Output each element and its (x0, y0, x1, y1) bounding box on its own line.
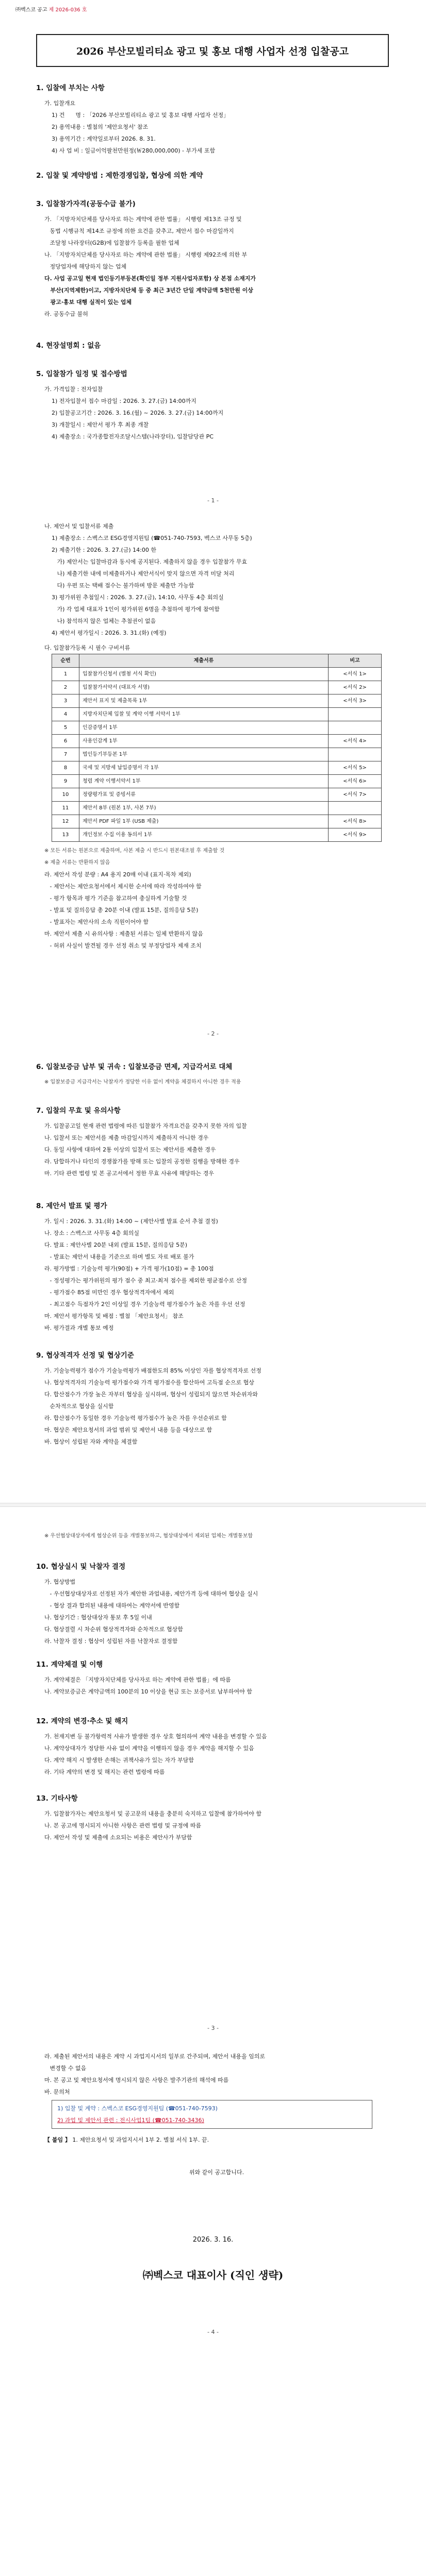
document-title: 2026 부산모빌리티쇼 광고 및 홍보 대행 사업자 선정 입찰공고 (36, 34, 389, 67)
table-row (52, 694, 382, 708)
section-8-item: - 발표는 제안서 내용을 기준으로 하며 별도 자료 배포 불가 (44, 1253, 194, 1260)
section-9-item: 라. 합산점수가 동일한 경우 기술능력 평가점수가 높은 자를 우선순위로 함 (44, 1415, 227, 1421)
section-13-item: 변경할 수 없음 (44, 2065, 87, 2072)
closing-text: 위와 같이 공고합니다. (189, 2169, 244, 2176)
table-cell: 인감증명서 1부 (79, 721, 329, 735)
section-4 (36, 340, 397, 355)
section-3-heading: 3. 입찰참가자격(공동수급 불가) (36, 200, 136, 208)
section-11-item: 나. 계약보증금은 계약금액의 100분의 10 이상을 현금 또는 보증서로 납부하여야 함 (44, 1688, 252, 1695)
table-cell: 11 (52, 802, 79, 815)
section-5-item: 2) 입찰공고기간 : 2026. 3. 16.(월) ~ 2026. 3. 27.(금) 14:00까지 (52, 410, 224, 416)
section-1-item: 3) 용역기간 : 계약일로부터 2026. 8. 31. (52, 135, 156, 142)
section-5-sub-b: 나. 제안서 및 입찰서류 제출 (44, 523, 114, 530)
section-11-item: 가. 계약체결은 「지방자치단체를 당사자로 하는 계약에 관한 법률」에 따름 (44, 1676, 231, 1683)
required-docs-caption: 다. 입찰참가등록 시 필수 구비서류 (44, 645, 130, 651)
section-5-item: 4) 제출장소 : 국가종합전자조달시스템(나라장터), 입찰담당관 PC (52, 433, 214, 440)
table-row (52, 735, 382, 748)
section-9-item: 순차적으로 협상을 실시함 (44, 1403, 114, 1410)
section-13-item: 가. 입찰참가자는 제안요청서 및 공고문의 내용을 충분히 숙지하고 입찰에 참가하여야 함 (44, 1810, 261, 1817)
table-note: ※ 제출 서류는 반환하지 않음 (44, 860, 110, 866)
section-5-heading: 5. 입찰참가 일정 및 접수방법 (36, 370, 127, 378)
section-3-item: 정당업자에 해당하지 않는 업체 (44, 263, 127, 270)
table-cell: 정량평가표 및 증빙서류 (79, 788, 329, 802)
table-cell: 10 (52, 788, 79, 802)
section-1-item: 4) 사 업 비 : 일금이억팔천만원정(￦280,000,000) - 부가세 포함 (52, 147, 216, 154)
table-cell: <서식 9> (329, 828, 382, 842)
table-cell: 6 (52, 735, 79, 748)
table-cell: 7 (52, 748, 79, 761)
table-cell: <서식 4> (329, 735, 382, 748)
table-cell: 법인등기부등본 1부 (79, 748, 329, 761)
table-cell (329, 748, 382, 761)
section-7-item: 라. 담합하거나 타인의 경쟁참가를 방해 또는 입찰의 공정한 집행을 방해한 경우 (44, 1158, 240, 1165)
required-docs-table (52, 654, 382, 842)
section-13-item: 나. 본 공고에 명시되지 아니한 사항은 관련 법령 및 규정에 따름 (44, 1822, 202, 1829)
section-3-item: 라. 공동수급 불허 (44, 311, 88, 317)
section-12-item: 다. 계약 해지 시 발생한 손해는 귀책사유가 있는 자가 부담함 (44, 1757, 194, 1764)
section-5-item: - 평가 항목과 평가 기준을 참고하여 충실하게 기술할 것 (44, 895, 187, 902)
section-8-item: 다. 발표 : 제안사별 20분 내외 (발표 15분, 질의응답 5분) (44, 1242, 188, 1248)
section-10-item: 나. 협상기간 : 협상대상자 통보 후 5일 이내 (44, 1614, 152, 1621)
section-3-item: 나. 「지방자치단체를 당사자로 하는 계약에 관한 법률」 시행령 제92조에 의한 부 (44, 251, 248, 258)
section-8-item: 마. 제안서 평가항목 및 배점 : 별첨 「제안요청서」 참조 (44, 1313, 184, 1319)
section-5-item: 라. 제안서 작성 분량 : A4 용지 20매 이내 (표지·목차 제외) (44, 871, 191, 878)
section-6 (36, 1061, 397, 1088)
issuer: ㈜벡스코 공고 (15, 7, 47, 13)
section-6-note: ※ 입찰보증금 지급각서는 낙찰자가 정당한 이유 없이 계약을 체결하지 아니한 경우 적용 (44, 1079, 241, 1085)
section-9 (36, 1350, 397, 1448)
section-12-item: 라. 기타 계약의 변경 및 해지는 관련 법령에 따름 (44, 1769, 165, 1775)
section-3-item: 가. 「지방자치단체를 당사자로 하는 계약에 관한 법률」 시행령 제13조 규정 및 (44, 216, 242, 223)
table-cell: 제안서 PDF 파일 1부 (USB 제출) (79, 815, 329, 828)
section-11-heading: 11. 계약체결 및 이행 (36, 1660, 103, 1669)
table-cell: 2 (52, 681, 79, 694)
section-12 (36, 1716, 397, 1778)
section-9-item: 나. 협상적격자의 기술능력 평가점수와 가격 평가점수를 합산하여 고득점 순으로 협상 (44, 1379, 254, 1386)
section-2-heading: 2. 입찰 및 계약방법 : 제한경쟁입찰, 협상에 의한 계약 (36, 172, 203, 180)
section-7-item: 다. 동일 사항에 대하여 2통 이상의 입찰서 또는 제안서를 제출한 경우 (44, 1146, 216, 1153)
table-cell: 5 (52, 721, 79, 735)
section-7-item: 나. 입찰서 또는 제안서를 제출 마감일시까지 제출하지 아니한 경우 (44, 1134, 209, 1141)
section-13-item: 다. 제안서 작성 및 제출에 소요되는 비용은 제안사가 부담함 (44, 1834, 192, 1841)
table-note: ※ 모든 서류는 원본으로 제출하며, 사본 제출 시 반드시 원본대조필 후 제출할 것 (44, 848, 225, 854)
table-row (52, 775, 382, 788)
table-cell: 국세 및 지방세 납입증명서 각 1부 (79, 761, 329, 775)
table-cell: 청렴 계약 이행서약서 1부 (79, 775, 329, 788)
contact-bidding: 1) 입찰 및 계약 : 스벡스코 ESG경영지원팀 (☎051-740-7593) (57, 2105, 218, 2112)
table-cell: <서식 1> (329, 668, 382, 681)
section-8 (36, 1200, 397, 1334)
section-5-item: 2) 제출기한 : 2026. 3. 27.(금) 14:00 한 (52, 547, 156, 553)
section-3-item: 동법 시행규칙 제14조 규정에 의한 요건을 갖추고, 제안서 접수 마감일까지 (44, 228, 234, 234)
table-header-row (52, 654, 382, 668)
section-1 (36, 82, 397, 157)
section-5-sub-a: 가. 가격입찰 : 전자입찰 (44, 386, 103, 393)
table-cell: <서식 5> (329, 761, 382, 775)
table-row (52, 828, 382, 842)
announcement-date: 2026. 3. 16. (192, 2236, 234, 2244)
section-8-item: 라. 평가방법 : 기술능력 평가(90점) + 가격 평가(10점) = 총 100점 (44, 1265, 214, 1272)
table-row (52, 748, 382, 761)
section-11 (36, 1659, 397, 1698)
section-13-heading: 13. 기타사항 (36, 1794, 78, 1803)
section-3-item: 부산(지역제한)이고, 지방자치단체 등 중 최근 3년간 단일 계약금액 5천만원 이상 (44, 287, 253, 294)
table-cell: 9 (52, 775, 79, 788)
section-7-heading: 7. 입찰의 무효 및 유의사항 (36, 1107, 121, 1115)
attachments-label: 【 붙임 】 (44, 2137, 71, 2143)
section-13 (36, 1793, 397, 1843)
table-cell: 지방자치단체 입찰 및 계약 이행 서약서 1부 (79, 708, 329, 721)
table-row (52, 788, 382, 802)
section-9-item: 마. 협상은 제안요청서의 과업 범위 및 제안서 내용 등을 대상으로 함 (44, 1427, 212, 1433)
table-cell (329, 721, 382, 735)
section-1-item: 1) 건 명 : 「2026 부산모빌리티쇼 광고 및 홍보 대행 사업자 선정」 (52, 112, 230, 118)
table-header: 제출서류 (79, 654, 329, 668)
section-5 (36, 368, 397, 443)
section-6-heading: 6. 입찰보증금 납부 및 귀속 : 입찰보증금 면제, 지급각서로 대체 (36, 1063, 233, 1071)
table-cell (329, 802, 382, 815)
page-number: - 1 - (207, 497, 219, 504)
section-12-heading: 12. 계약의 변경·추소 및 해지 (36, 1717, 128, 1725)
table-row (52, 815, 382, 828)
section-5-item: 3) 평가위원 추첨일시 : 2026. 3. 27.(금), 14:10, 사무동 4층 회의실 (52, 594, 224, 601)
section-3-item: 다. 사업 공고일 현재 법인등기부등본(확인일 정부 지원사업자포함) 상 본점 소재지가 (44, 275, 256, 282)
section-8-item: 나. 장소 : 스벡스코 사무동 4층 회의실 (44, 1230, 139, 1236)
section-13-item: 마. 본 공고 및 제안요청서에 명시되지 않은 사항은 발주기관의 해석에 따름 (44, 2077, 229, 2083)
section-10-item: 다. 협상결렬 시 차순위 협상적격자와 순차적으로 협상함 (44, 1626, 183, 1633)
section-5-item: - 발표 및 질의응답 총 20분 이내 (발표 15분, 질의응답 5분) (44, 907, 199, 913)
section-10-item: - 협상 결과 합의된 내용에 대하여는 계약서에 반영함 (44, 1602, 180, 1609)
section-5-item: 마. 제안서 제출 시 유의사항 : 제출된 서류는 일체 반환하지 않음 (44, 930, 203, 937)
section-3-item: 조달청 나라장터(G2B)에 입찰참가 등록을 필한 업체 (44, 240, 179, 246)
section-1-item: 2) 용역내용 : 별첨의 '제안요청서' 참조 (52, 124, 149, 130)
section-10-item: 라. 낙찰자 결정 : 협상이 성립된 자를 낙찰자로 결정함 (44, 1638, 178, 1645)
table-cell: <서식 2> (329, 681, 382, 694)
table-row (52, 761, 382, 775)
table-row (52, 668, 382, 681)
table-cell: <서식 3> (329, 694, 382, 708)
section-3 (36, 198, 397, 320)
section-10 (36, 1561, 397, 1647)
table-cell: <서식 8> (329, 815, 382, 828)
table-row (52, 708, 382, 721)
table-cell: 제안서 8부 (원본 1부, 사본 7부) (79, 802, 329, 815)
table-cell (329, 708, 382, 721)
section-13-item: 라. 제출된 제안서의 내용은 계약 시 과업지시서의 일부로 간주되며, 제안서 내용을 임의로 (44, 2053, 265, 2060)
section-9-heading: 9. 협상적격자 선정 및 협상기준 (36, 1351, 134, 1360)
contact-proposal: 2) 과업 및 제안서 관련 : 전시사업1팀 (☎051-740-3436) (57, 2117, 204, 2124)
table-cell: 13 (52, 828, 79, 842)
section-7-item: 마. 기타 관련 법령 및 본 공고서에서 정한 무효 사유에 해당하는 경우 (44, 1170, 214, 1177)
section-5-item: 나) 제출기한 내에 미제출하거나 제안서식이 맞지 않으면 자격 미달 처리 (52, 570, 235, 577)
page-number: - 2 - (207, 1030, 219, 1037)
table-cell: 개인정보 수집 이용 동의서 1부 (79, 828, 329, 842)
section-5-item: 4) 제안서 평가일시 : 2026. 3. 31.(화) (예정) (52, 630, 167, 636)
section-10-heading: 10. 협상실시 및 낙찰자 결정 (36, 1563, 126, 1571)
section-8-heading: 8. 제안서 발표 및 평가 (36, 1202, 107, 1210)
section-7 (36, 1105, 397, 1179)
table-cell: 3 (52, 694, 79, 708)
section-8-item: - 최고점수 득점자가 2인 이상일 경우 기술능력 평가점수가 높은 자를 우선 선정 (44, 1301, 245, 1308)
signature: ㈜벡스코 대표이사 (직인 생략) (142, 2269, 284, 2281)
page-number: - 4 - (207, 2329, 219, 2335)
section-5-item: 나) 참석하지 않은 업체는 추첨권이 없음 (52, 618, 156, 624)
table-cell: 입찰참가신청서 (별첨 서식 확인) (79, 668, 329, 681)
table-row (52, 802, 382, 815)
table-cell: <서식 7> (329, 788, 382, 802)
section-3-item: 광고·홍보 대행 실적이 있는 업체 (44, 299, 132, 306)
section-10-item: 가. 협상방법 (44, 1579, 76, 1585)
table-header: 비고 (329, 654, 382, 668)
table-cell: 4 (52, 708, 79, 721)
section-13-item: 바. 문의처 (44, 2089, 70, 2095)
announcement-header (15, 5, 87, 13)
section-9-item: 가. 기술능력평가 점수가 기술능력평가 배점한도의 85% 이상인 자를 협상적격자로 선정 (44, 1367, 261, 1374)
section-5-item: - 허위 사실이 발견될 경우 선정 취소 및 부정당업자 제재 조치 (44, 942, 202, 949)
section-5-item: 3) 개찰일시 : 제안서 평가 후 최종 개찰 (52, 421, 149, 428)
attachments-text: 1. 제안요청서 및 과업지시서 1부 2. 별첨 서식 1부. 끝. (72, 2137, 209, 2143)
negotiation-note: ※ 우선협상대상자에게 협상순위 등을 개별통보하고, 협상대상에서 제외된 업체는 개별통보함 (44, 1533, 253, 1539)
section-8-item: 가. 일시 : 2026. 3. 31.(화) 14:00 ~ (제안사별 발표 순서 추첨 결정) (44, 1218, 218, 1225)
section-5-item: 1) 제출장소 : 스벡스코 ESG경영지원팀 (☎051-740-7593, 벡스코 사무동 5층) (52, 535, 252, 541)
section-9-item: 다. 합산점수가 가장 높은 자부터 협상을 실시하며, 협상이 성립되지 않으면 차순위자와 (44, 1391, 258, 1398)
section-10-pre (36, 1530, 397, 1542)
announcement-number: 제 2026-036 호 (48, 7, 87, 13)
section-8-item: - 정성평가는 평가위원의 평가 점수 중 최고·최저 점수를 제외한 평균점수로 산정 (44, 1277, 247, 1284)
table-cell: <서식 6> (329, 775, 382, 788)
table-cell: 8 (52, 761, 79, 775)
section-5-item: 다) 우편 또는 택배 접수는 불가하며 방문 제출만 가능함 (52, 582, 194, 589)
table-cell: 사용인감계 1부 (79, 735, 329, 748)
section-1-sub: 가. 입찰개요 (44, 100, 76, 107)
contact-box (52, 2100, 372, 2129)
table-header: 순번 (52, 654, 79, 668)
section-5-item: 1) 전자입찰서 접수 마감일 : 2026. 3. 27.(금) 14:00까지 (52, 398, 196, 404)
section-4-heading: 4. 현장설명회 : 없음 (36, 342, 101, 350)
section-12-item: 가. 천재지변 등 불가항력적 사유가 발생한 경우 상호 협의하여 계약 내용을 변경할 수 있음 (44, 1733, 267, 1740)
section-2 (36, 170, 397, 185)
section-5-continued (36, 520, 397, 952)
section-8-item: 바. 평가결과 개별 통보 예정 (44, 1325, 114, 1331)
section-9-item: 바. 협상이 성립된 자와 계약을 체결함 (44, 1438, 138, 1445)
section-5-item: - 제안서는 제안요청서에서 제시한 순서에 따라 작성하여야 함 (44, 883, 202, 890)
table-row (52, 681, 382, 694)
table-cell: 12 (52, 815, 79, 828)
section-1-heading: 1. 입찰에 부치는 사항 (36, 84, 105, 92)
section-5-item: 가) 제안서는 입찰마감과 동시에 공지된다. 제출하지 않을 경우 입찰참가 무효 (52, 558, 248, 565)
section-13-continued (36, 2050, 397, 2178)
section-5-item: - 발표자는 제안사의 소속 직원이어야 함 (44, 919, 149, 925)
section-5-item: 가) 각 업체 대표자 1인이 평가위원 6명을 추첨하여 평가에 참여함 (52, 606, 220, 613)
section-8-item: - 평가점수 85점 미만인 경우 협상적격자에서 제외 (44, 1289, 174, 1296)
page-number: - 3 - (207, 2025, 219, 2031)
table-row (52, 721, 382, 735)
section-12-item: 나. 계약상대자가 정당한 사유 없이 계약을 이행하지 않을 경우 계약을 해지할 수 있음 (44, 1745, 254, 1752)
section-7-item: 가. 입찰공고일 현재 관련 법령에 따른 입찰참가 자격요건을 갖추지 못한 자의 입찰 (44, 1123, 247, 1129)
document-page-2 (0, 1504, 426, 2576)
section-10-item: - 우선협상대상자로 선정된 자가 제안한 과업내용, 제안가격 등에 대하여 협상을 실시 (44, 1590, 258, 1597)
table-cell: 제안서 표지 및 제출목록 1부 (79, 694, 329, 708)
table-cell: 1 (52, 668, 79, 681)
table-cell: 입찰참가서약서 (대표자 서명) (79, 681, 329, 694)
attachments (36, 2134, 397, 2146)
